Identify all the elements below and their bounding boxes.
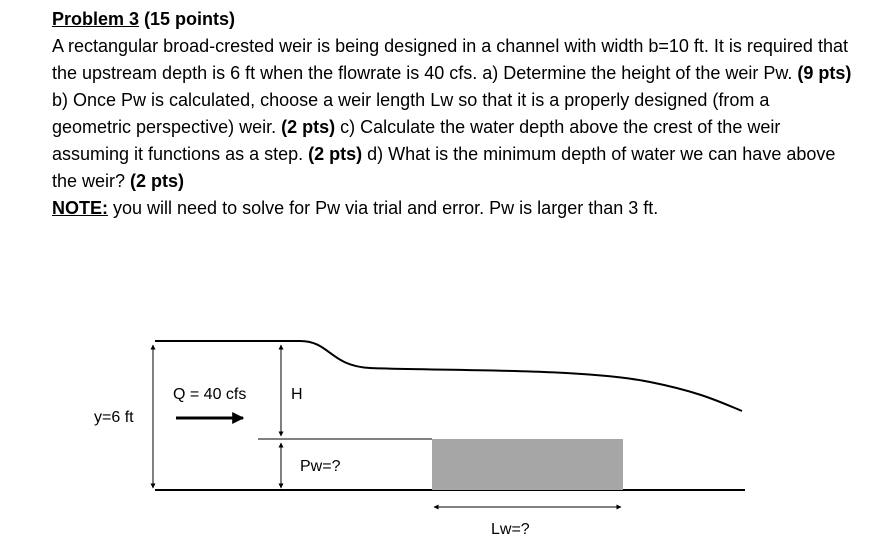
- head-label: H: [291, 386, 303, 403]
- weir-block: [432, 439, 623, 490]
- problem-title: Problem 3 (15 points): [52, 9, 236, 29]
- problem-body: A rectangular broad-crested weir is being designed in a channel with width b=10 ft. It is required that the upstream depth is 6 ft when the flowrate is 40 cfs. a) Determine the height of the weir Pw. (9 pts) b) Once Pw is calculated, choose a weir length Lw so that it is a properly designed (from a geometric perspective) weir. (2 pts) c) Calculate the water depth above the crest of the weir assuming it functions as a step. (2 pts) d) What is the minimum depth of water we can have above the weir? (2 pts): [52, 36, 852, 191]
- depth-label: y=6 ft: [94, 409, 134, 426]
- problem-note: NOTE: you will need to solve for Pw via trial and error. Pw is larger than 3 ft.: [52, 198, 659, 218]
- flow-label: Q = 40 cfs: [173, 386, 247, 403]
- weir-length-label: Lw=?: [491, 521, 530, 538]
- weir-height-label: Pw=?: [300, 458, 341, 475]
